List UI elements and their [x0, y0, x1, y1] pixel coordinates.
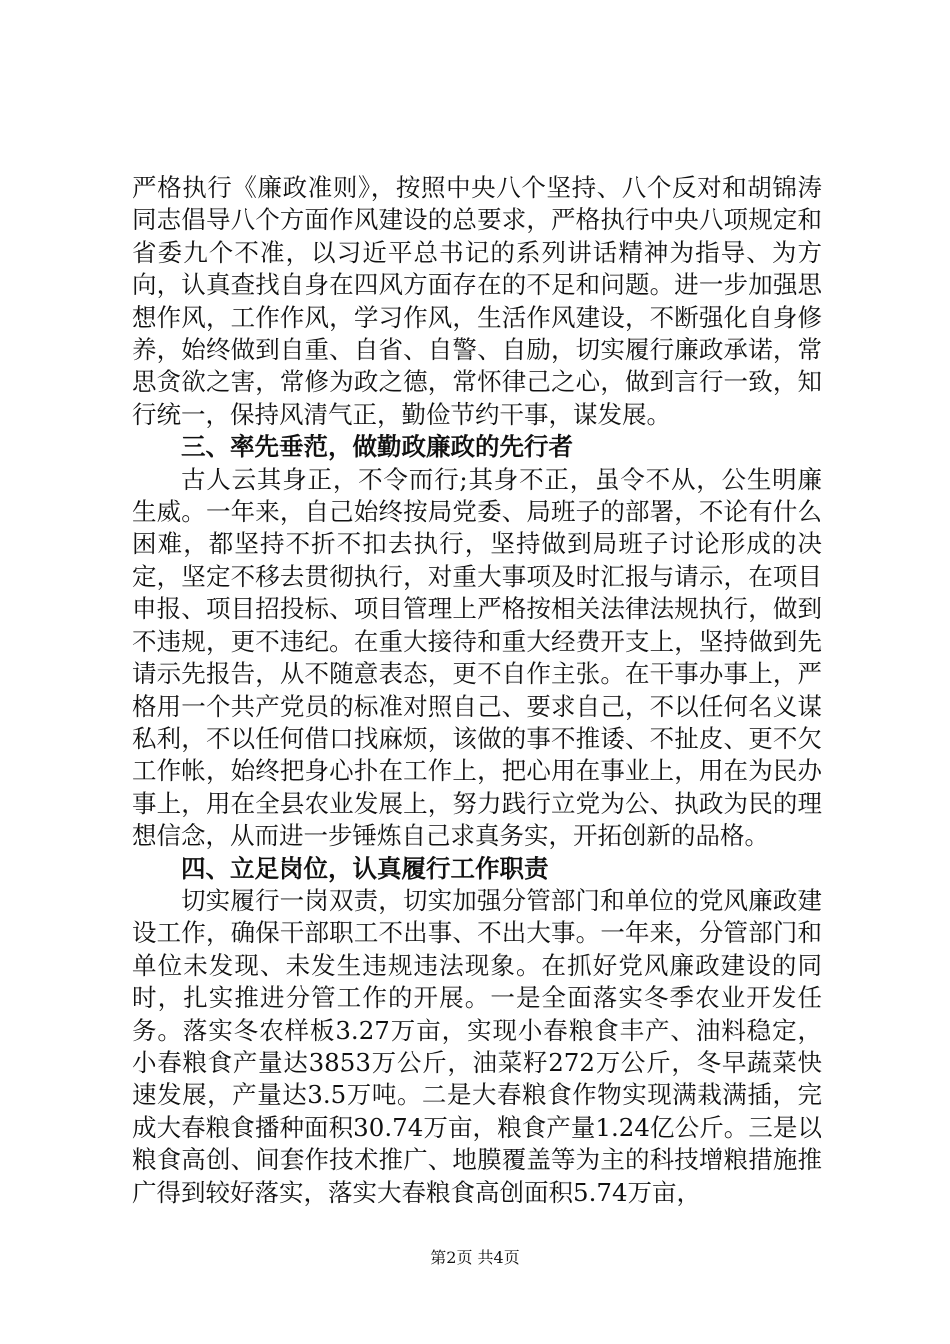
section-heading-4: 四、立足岗位，认真履行工作职责: [181, 853, 549, 883]
section-heading-3: 三、率先垂范，做勤政廉政的先行者: [181, 432, 573, 462]
paragraph-intro: 严格执行《廉政准则》，按照中央八个坚持、八个反对和胡锦涛同志倡导八个方面作风建设的总要求，严格执行中央八项规定和省委九个不准，以习近平总书记的系列讲话精神为指导、为方向，认真查找自身在四风方面存在的不足和问题。进一步加强思想作风，工作作风，学习作风，生活作风建设，不断强化自身修养，始终做到自重、自省、自警、自励，切实履行廉政承诺，常思贪欲之害，常修为政之德，常怀律己之心，做到言行一致，知行统一，保持风清气正，勤俭节约干事，谋发展。: [132, 173, 822, 429]
page-footer: 第2页 共4页: [430, 1248, 520, 1267]
paragraph-section-4: 切实履行一岗双责，切实加强分管部门和单位的党风廉政建设工作，确保干部职工不出事、不出大事。一年来，分管部门和单位未发现、未发生违规违法现象。在抓好党风廉政建设的同时，扎实推进分管工作的开展。一是全面落实冬季农业开发任务。落实冬农样板3.27万亩，实现小春粮食丰产、油料稳定，小春粮食产量达3853万公斤，油菜籽272万公斤，冬早蔬菜快速发展，产量达3.5万吨。二是大春粮食作物实现满栽满插，完成大春粮食播种面积30.74万亩，粮食产量1.24亿公斤。三是以粮食高创、间套作技术推广、地膜覆盖等为主的科技增粮措施推广得到较好落实，落实大春粮食高创面积5.74万亩，: [132, 885, 822, 1207]
document-body: [132, 172, 822, 1209]
paragraph-section-3: 古人云其身正，不令而行;其身不正，虽令不从，公生明廉生威。一年来，自己始终按局党委、局班子的部署，不论有什么困难，都坚持不折不扣去执行，坚持做到局班子讨论形成的决定，坚定不移去贯彻执行，对重大事项及时汇报与请示，在项目申报、项目招投标、项目管理上严格按相关法律法规执行，做到不违规，更不违纪。在重大接待和重大经费开支上，坚持做到先请示先报告，从不随意表态，更不自作主张。在干事办事上，严格用一个共产党员的标准对照自己、要求自己，不以任何名义谋私利，不以任何借口找麻烦，该做的事不推诿、不扯皮、更不欠工作帐，始终把身心扑在工作上，把心用在事业上，用在为民办事上，用在全县农业发展上，努力践行立党为公、执政为民的理想信念，从而进一步锤炼自己求真务实，开拓创新的品格。: [132, 464, 822, 851]
